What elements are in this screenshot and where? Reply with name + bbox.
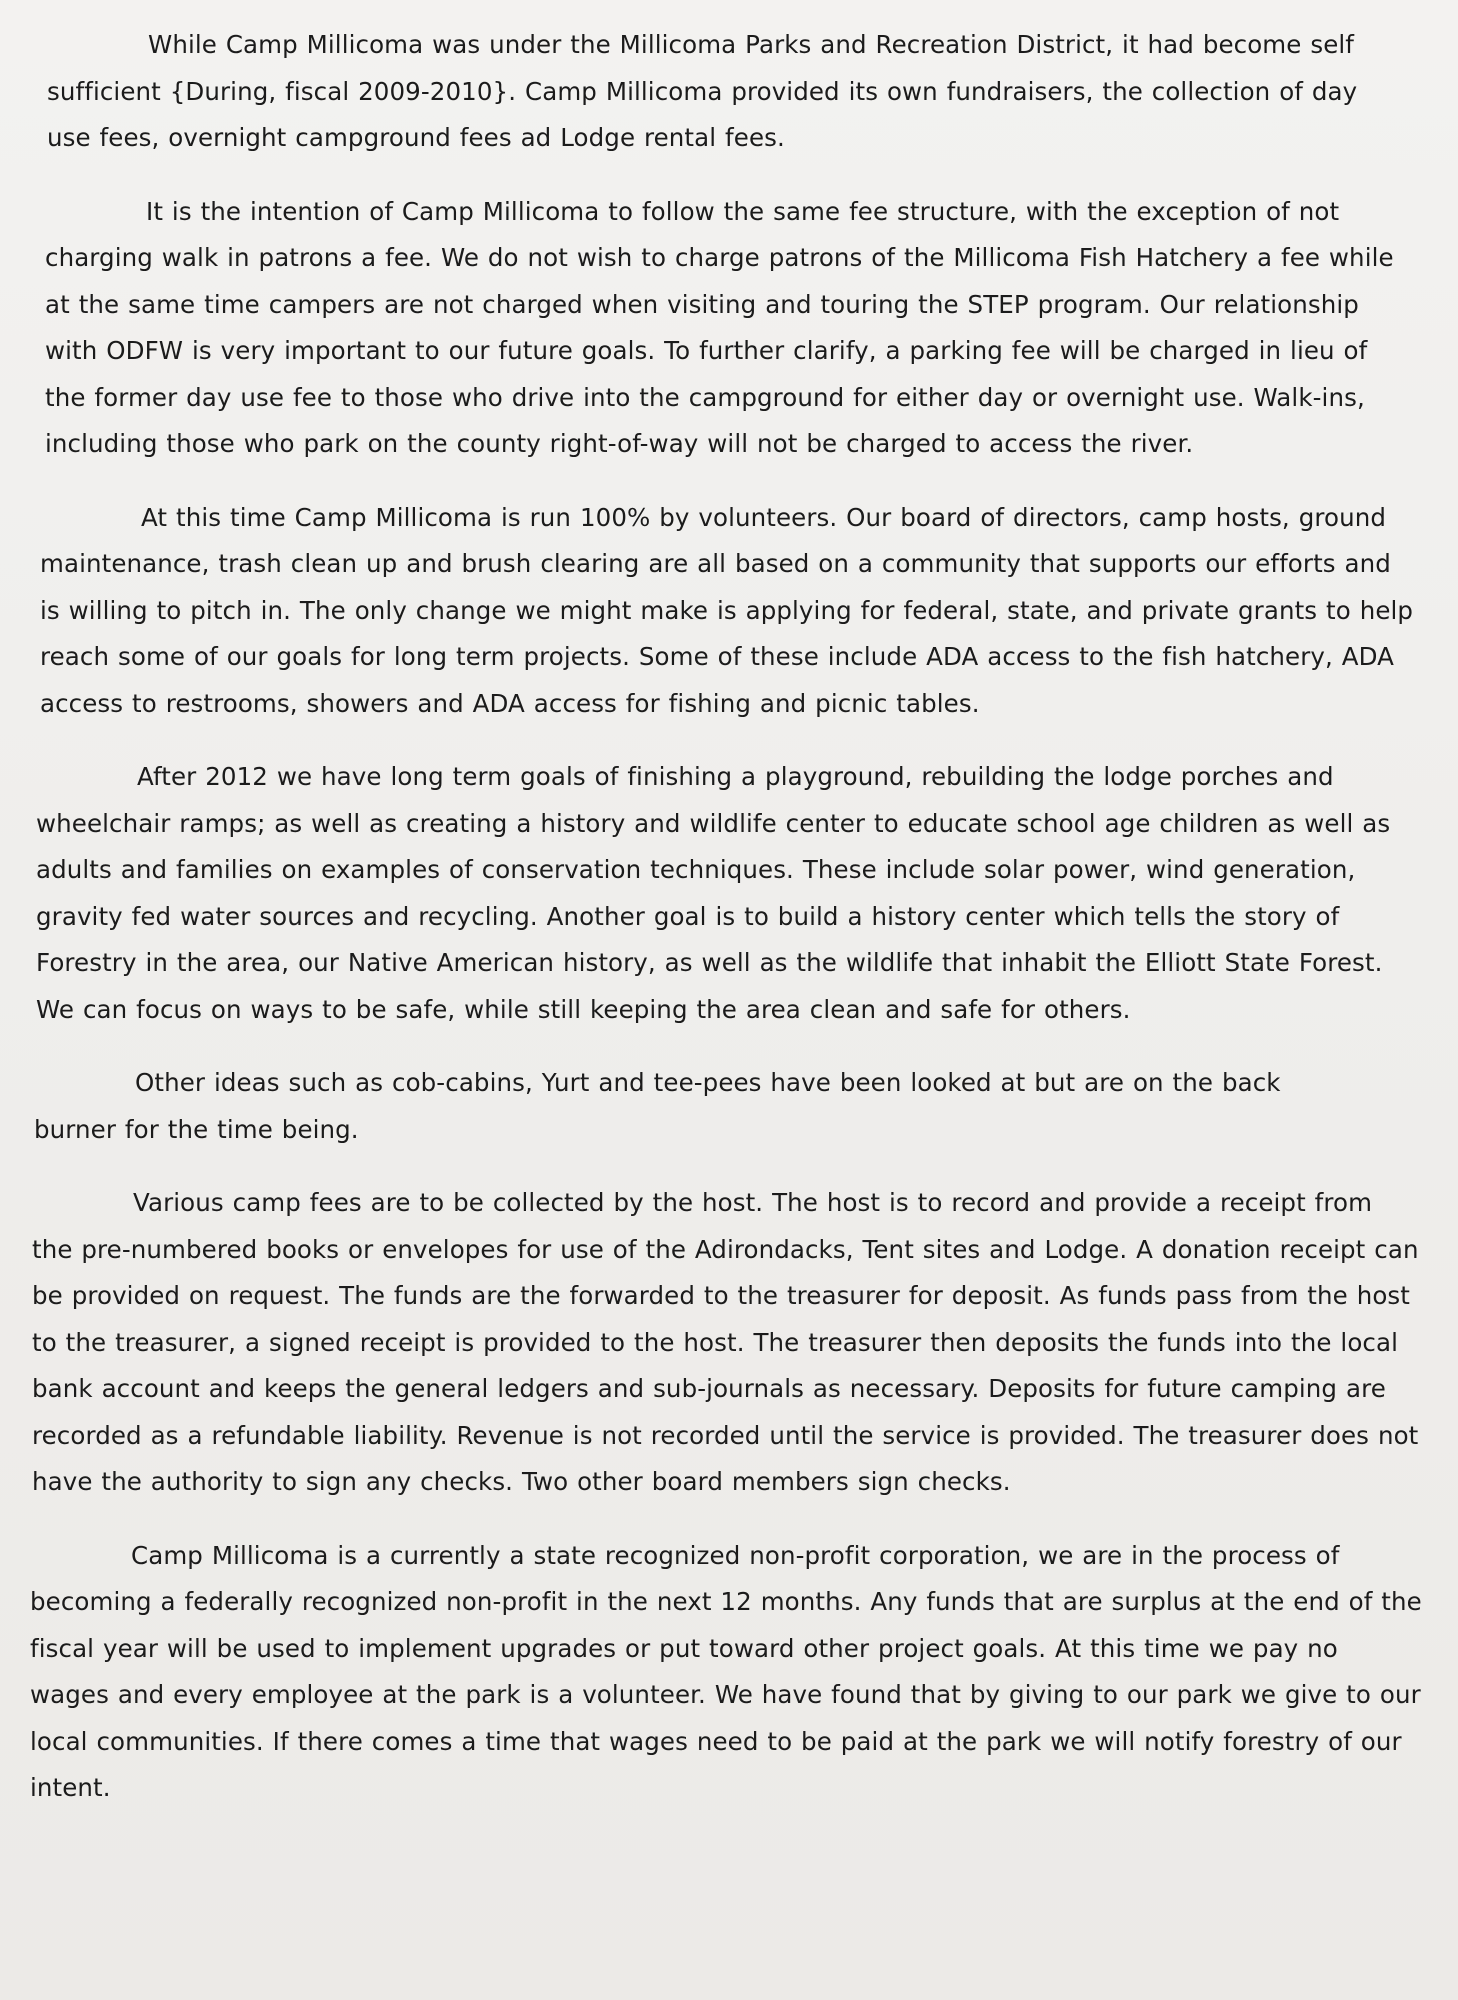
- paragraph-fee-structure: It is the intention of Camp Millicoma to follow the same fee structure, with the exception of not charging walk in patrons a fee. We do not wish to charge patrons of the Millicoma Fish Hatchery a fee while at the same time campers are not charged when visiting and touring the STEP program. Our relationship with ODFW is very important to our future goals. To further clarify, a parking fee will be charged in lieu of the former day use fee to those who drive into the campground for either day or overnight use. Walk-ins, including those who park on the county right-of-way will not be charged to access the river.: [45, 196, 1394, 458]
- paragraph-volunteers: At this time Camp Millicoma is run 100% by volunteers. Our board of directors, camp hosts, ground maintenance, trash clean up and brush clearing are all based on a community that supports our efforts and is willing to pitch in. The only change we might make is applying for federal, state, and private grants to help reach some of our goals for long term projects. Some of these include ADA access to the fish hatchery, ADA access to restrooms, showers and ADA access for fishing and picnic tables.: [40, 502, 1414, 718]
- paragraph-other-ideas: Other ideas such as cob-cabins, Yurt and tee-pees have been looked at but are on the back burner for the time being.: [34, 1068, 1281, 1144]
- paragraph-long-term-goals: After 2012 we have long term goals of finishing a playground, rebuilding the lodge porches and wheelchair ramps; as well as creating a history and wildlife center to educate school age children as well as adults and families on examples of conservation techniques. These include solar power, wind generation, gravity fed water sources and recycling. Another goal is to build a history center which tells the story of Forestry in the area, our Native American history, as well as the wildlife that inhabit the Elliott State Forest. We can focus on ways to be safe, while still keeping the area clean and safe for others.: [36, 762, 1391, 1024]
- paragraph-non-profit-status: Camp Millicoma is a currently a state recognized non-profit corporation, we are in the process of becoming a federally recognized non-profit in the next 12 months. Any funds that are surplus at the end of the fiscal year will be used to implement upgrades or put toward other project goals. At this time we pay no wages and every employee at the park is a volunteer. We have found that by giving to our park we give to our local communities. If there comes a time that wages need to be paid at the park we will notify forestry of our intent.: [30, 1540, 1422, 1802]
- paragraph-camp-fees: Various camp fees are to be collected by the host. The host is to record and provide a receipt from the pre-numbered books or envelopes for use of the Adirondacks, Tent sites and Lodge. A donation receipt can be provided on request. The funds are the forwarded to the treasurer for deposit. As funds pass from the host to the treasurer, a signed receipt is provided to the host. The treasurer then deposits the funds into the local bank account and keeps the general ledgers and sub-journals as necessary. Deposits for future camping are recorded as a refundable liability. Revenue is not recorded until the service is provided. The treasurer does not have the authority to sign any checks. Two other board members sign checks.: [32, 1188, 1419, 1496]
- paragraph-district-history: While Camp Millicoma was under the Millicoma Parks and Recreation District, it had become self sufficient {During, fiscal 2009-2010}. Camp Millicoma provided its own fundraisers, the collection of day use fees, overnight campground fees ad Lodge rental fees.: [47, 30, 1358, 152]
